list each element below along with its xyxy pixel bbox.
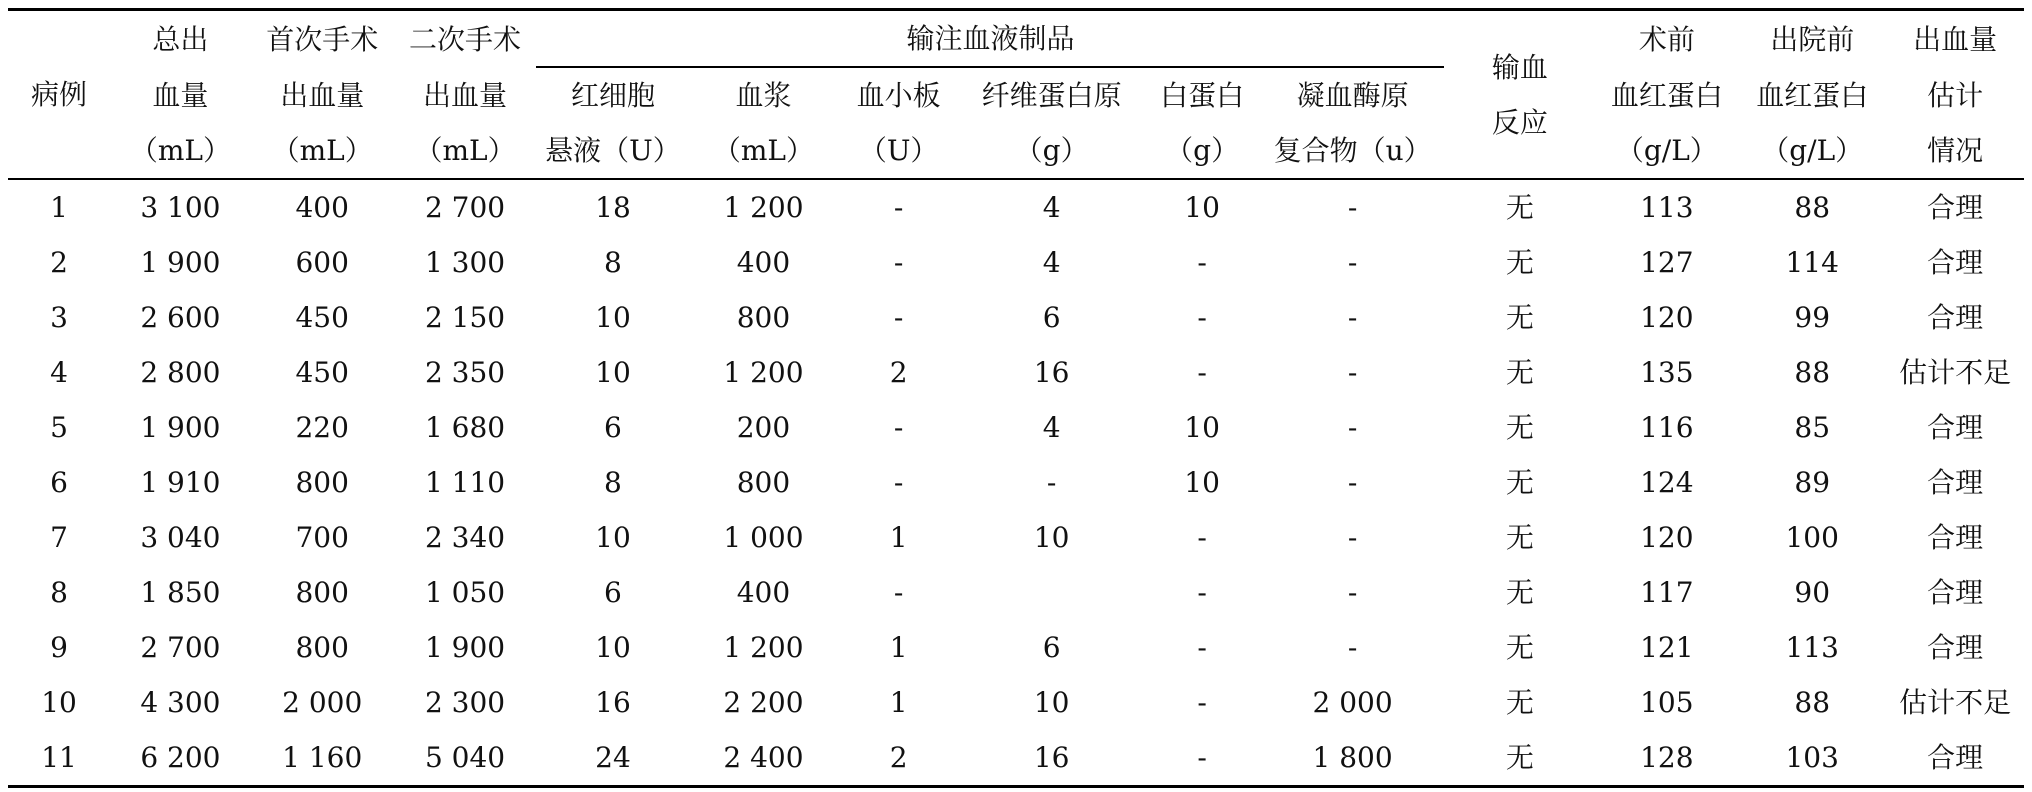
table-cell: 10 xyxy=(41,686,77,719)
table-cell: 6 200 xyxy=(140,741,221,774)
table-cell: 10 xyxy=(1184,411,1220,444)
table-cell: 103 xyxy=(1785,741,1839,774)
table-row xyxy=(8,675,2024,730)
table-row xyxy=(8,290,2024,345)
table-cell: 无 xyxy=(1505,191,1534,224)
table-cell: 1 200 xyxy=(723,191,804,224)
table-cell: 合理 xyxy=(1927,741,1984,774)
table-cell: 1 200 xyxy=(723,356,804,389)
table-cell: 128 xyxy=(1640,741,1694,774)
table-cell: - xyxy=(1046,466,1057,499)
table-cell: 85 xyxy=(1794,411,1831,444)
col-total-loss-l3: （mL） xyxy=(110,123,251,179)
table-cell: 1 xyxy=(889,631,908,664)
table-cell: 2 150 xyxy=(424,301,506,334)
table-cell: - xyxy=(893,246,904,279)
table-cell: 6 xyxy=(604,576,622,609)
table-cell: 16 xyxy=(1033,741,1070,774)
table-cell: - xyxy=(893,191,904,224)
table-cell: 3 100 xyxy=(140,191,221,224)
blood-loss-table xyxy=(8,8,2024,788)
table-row xyxy=(8,620,2024,675)
table-cell: - xyxy=(1197,301,1207,334)
col-rbc-l2: 悬液（U） xyxy=(536,123,689,179)
col-total-loss-l1: 总出 xyxy=(152,22,209,56)
table-cell: 117 xyxy=(1640,576,1694,609)
table-cell: - xyxy=(1347,576,1358,609)
table-cell: 10 xyxy=(595,631,631,664)
table-cell: 88 xyxy=(1794,191,1831,224)
table-cell: - xyxy=(1197,741,1207,774)
col-reaction-l2: 反应 xyxy=(1491,105,1548,139)
table-cell: 8 xyxy=(604,246,622,279)
table-cell: 120 xyxy=(1640,301,1694,334)
col-second-loss-l1: 二次手术 xyxy=(409,22,522,56)
col-discharge-hb-l1: 出院前 xyxy=(1770,22,1855,56)
table-cell: 10 xyxy=(1184,191,1220,224)
table-cell: 2 800 xyxy=(140,356,221,389)
table-cell: 2 200 xyxy=(723,686,804,719)
table-cell: - xyxy=(1197,521,1207,554)
table-cell: 113 xyxy=(1640,191,1694,224)
table-cell: 1 300 xyxy=(424,246,506,279)
table-cell: 2 400 xyxy=(723,741,804,774)
table-cell: 700 xyxy=(295,521,349,554)
table-cell: 6 xyxy=(604,411,622,444)
col-estimate-l1: 出血量 xyxy=(1913,22,1998,56)
table-cell: 90 xyxy=(1794,576,1831,609)
table-cell: 合理 xyxy=(1927,411,1984,444)
col-rbc-l1: 红细胞 xyxy=(570,79,655,112)
table-cell: 无 xyxy=(1505,521,1534,554)
col-case: 病例 xyxy=(8,10,110,180)
table-cell: 4 300 xyxy=(140,686,221,719)
col-platelets-l1: 血小板 xyxy=(856,79,941,112)
col-transfusion-group: 输注血液制品 xyxy=(536,10,1444,68)
col-second-loss-l2: 出血量 xyxy=(423,78,508,112)
table-cell: 4 xyxy=(1042,411,1061,444)
col-pcc-l1: 凝血酶原 xyxy=(1296,79,1409,112)
col-preop-hb-l1: 术前 xyxy=(1638,22,1695,56)
table-cell: 1 680 xyxy=(424,411,506,444)
table-cell: 7 xyxy=(50,521,68,554)
table-cell: 合理 xyxy=(1927,246,1984,279)
table-cell: 120 xyxy=(1640,521,1694,554)
table-cell: 2 300 xyxy=(424,686,506,719)
table-cell: 16 xyxy=(595,686,631,719)
col-plasma-l1: 血浆 xyxy=(735,79,792,112)
table-row xyxy=(8,455,2024,510)
col-reaction-l1: 输血 xyxy=(1491,50,1548,84)
table-cell: 5 040 xyxy=(424,741,506,774)
table-cell: 9 xyxy=(50,631,68,664)
table-cell: 无 xyxy=(1505,301,1534,334)
table-cell: - xyxy=(1197,246,1207,279)
table-cell: 1 050 xyxy=(424,576,506,609)
table-cell: 2 xyxy=(889,741,908,774)
col-second-loss-l3: （mL） xyxy=(394,123,537,179)
table-cell: 无 xyxy=(1505,466,1534,499)
table-cell: 8 xyxy=(50,576,68,609)
table-cell: 121 xyxy=(1640,631,1694,664)
table-cell: 合理 xyxy=(1927,521,1984,554)
col-fibrinogen-l1: 纤维蛋白原 xyxy=(981,79,1122,112)
table-cell: 3 xyxy=(50,301,68,334)
table-cell: 5 xyxy=(50,411,68,444)
table-cell: - xyxy=(1347,246,1358,279)
table-cell: 无 xyxy=(1505,741,1534,774)
table-cell: 2 000 xyxy=(1312,686,1393,719)
table-cell: 2 xyxy=(889,356,908,389)
table-cell: 1 200 xyxy=(723,631,804,664)
table-cell: 2 600 xyxy=(140,301,221,334)
table-cell: 400 xyxy=(736,576,791,609)
col-first-loss-l2: 出血量 xyxy=(280,78,365,112)
table-cell: 4 xyxy=(50,356,68,389)
table-cell: - xyxy=(1197,576,1207,609)
table-row xyxy=(8,179,2024,235)
table-cell: 合理 xyxy=(1927,466,1984,499)
table-cell: 800 xyxy=(295,576,349,609)
table-cell: 113 xyxy=(1785,631,1839,664)
table-cell: 800 xyxy=(295,466,349,499)
table-cell xyxy=(960,565,1144,620)
table-cell: 6 xyxy=(1042,631,1061,664)
table-cell: 无 xyxy=(1505,356,1534,389)
table-cell: - xyxy=(893,301,904,334)
table-cell: 合理 xyxy=(1927,631,1984,664)
table-cell: 114 xyxy=(1785,246,1839,279)
table-cell: 400 xyxy=(736,246,791,279)
table-cell: 18 xyxy=(595,191,631,224)
table-cell: - xyxy=(893,576,904,609)
col-preop-hb-l2: 血红蛋白 xyxy=(1610,78,1723,112)
table-row xyxy=(8,565,2024,620)
table-cell: 88 xyxy=(1794,686,1831,719)
table-cell: - xyxy=(1197,631,1207,664)
table-cell: - xyxy=(1197,686,1207,719)
table-cell: 10 xyxy=(1184,466,1220,499)
table-cell: 450 xyxy=(295,356,349,389)
table-cell: 10 xyxy=(595,521,631,554)
table-cell: 11 xyxy=(41,741,77,774)
table-cell: 估计不足 xyxy=(1899,356,2012,389)
table-cell: 200 xyxy=(736,411,791,444)
table-cell: 16 xyxy=(1033,356,1070,389)
col-discharge-hb-l2: 血红蛋白 xyxy=(1756,78,1869,112)
table-cell: - xyxy=(893,466,904,499)
table-cell: 105 xyxy=(1640,686,1694,719)
table-cell: 4 xyxy=(1042,246,1061,279)
table-cell: 88 xyxy=(1794,356,1831,389)
table-cell: 99 xyxy=(1794,301,1831,334)
table-cell: 无 xyxy=(1505,246,1534,279)
col-discharge-hb-l3: （g/L） xyxy=(1738,123,1886,179)
table-cell: 1 160 xyxy=(282,741,363,774)
table-cell: 无 xyxy=(1505,631,1534,664)
table-row xyxy=(8,345,2024,400)
table-cell: - xyxy=(1347,466,1358,499)
col-albumin-l2: （g） xyxy=(1143,123,1260,179)
col-plasma-l2: （mL） xyxy=(689,123,837,179)
table-cell: 1 900 xyxy=(140,246,221,279)
table-cell: 2 000 xyxy=(282,686,363,719)
table-cell: 合理 xyxy=(1927,191,1984,224)
table-cell: 24 xyxy=(595,741,631,774)
table-cell: 估计不足 xyxy=(1899,686,2012,719)
col-first-loss-l1: 首次手术 xyxy=(266,22,379,56)
table-body xyxy=(8,179,2024,787)
table-cell: - xyxy=(1347,301,1358,334)
table-cell: - xyxy=(1347,191,1358,224)
table-cell: 1 xyxy=(50,191,68,224)
table-cell: 600 xyxy=(295,246,349,279)
table-cell: 10 xyxy=(1033,521,1070,554)
table-cell: 10 xyxy=(595,301,631,334)
table-cell: 400 xyxy=(295,191,349,224)
table-cell: 1 xyxy=(889,521,908,554)
col-total-loss-l2: 血量 xyxy=(152,78,209,112)
table-cell: 2 340 xyxy=(424,521,506,554)
col-fibrinogen-l2: （g） xyxy=(960,123,1144,179)
table-cell: - xyxy=(1347,521,1358,554)
table-cell: 116 xyxy=(1640,411,1694,444)
table-cell: - xyxy=(1347,356,1358,389)
table-cell: 1 110 xyxy=(424,466,506,499)
table-cell: 1 910 xyxy=(140,466,221,499)
table-cell: 1 900 xyxy=(140,411,221,444)
table-cell: 4 xyxy=(1042,191,1061,224)
table-cell: 89 xyxy=(1794,466,1831,499)
table-cell: 135 xyxy=(1640,356,1694,389)
table-cell: 2 700 xyxy=(424,191,506,224)
table-cell: 2 700 xyxy=(140,631,221,664)
col-first-loss-l3: （mL） xyxy=(251,123,394,179)
table-cell: - xyxy=(1197,356,1207,389)
col-estimate-l3: 情况 xyxy=(1886,123,2024,179)
table-cell: 合理 xyxy=(1927,576,1984,609)
table-header xyxy=(8,10,2024,180)
table-row xyxy=(8,730,2024,787)
col-albumin-l1: 白蛋白 xyxy=(1160,79,1245,112)
table-cell: 800 xyxy=(736,466,791,499)
table-cell: 10 xyxy=(595,356,631,389)
table-cell: 8 xyxy=(604,466,622,499)
table-cell: 2 350 xyxy=(424,356,506,389)
table-cell: 合理 xyxy=(1927,301,1984,334)
table-cell: - xyxy=(1347,631,1358,664)
col-platelets-l2: （U） xyxy=(837,123,959,179)
table-cell: 6 xyxy=(1042,301,1061,334)
table-cell: 6 xyxy=(50,466,68,499)
table-cell: 无 xyxy=(1505,576,1534,609)
table-cell: 无 xyxy=(1505,686,1534,719)
table-cell: 1 900 xyxy=(424,631,506,664)
table-cell: - xyxy=(1347,411,1358,444)
table-row xyxy=(8,510,2024,565)
table-row xyxy=(8,400,2024,455)
table-cell: 450 xyxy=(295,301,349,334)
table-cell: 1 850 xyxy=(140,576,221,609)
table-cell: 800 xyxy=(736,301,791,334)
table-cell: 124 xyxy=(1640,466,1694,499)
table-cell: 10 xyxy=(1033,686,1070,719)
table-cell: 2 xyxy=(50,246,68,279)
col-pcc-l2: 复合物（u） xyxy=(1261,123,1445,179)
table-cell: 1 xyxy=(889,686,908,719)
table-cell: 1 800 xyxy=(1312,741,1393,774)
table-cell: 1 000 xyxy=(723,521,804,554)
table-cell: 127 xyxy=(1640,246,1694,279)
table-cell: 3 040 xyxy=(140,521,221,554)
col-estimate-l2: 估计 xyxy=(1927,78,1984,112)
table-cell: 800 xyxy=(295,631,349,664)
table-cell: 100 xyxy=(1785,521,1839,554)
table-cell: 无 xyxy=(1505,411,1534,444)
table-row xyxy=(8,235,2024,290)
table-cell: 220 xyxy=(295,411,349,444)
col-reaction xyxy=(1444,10,1595,180)
table-cell: - xyxy=(893,411,904,444)
col-preop-hb-l3: （g/L） xyxy=(1595,123,1738,179)
